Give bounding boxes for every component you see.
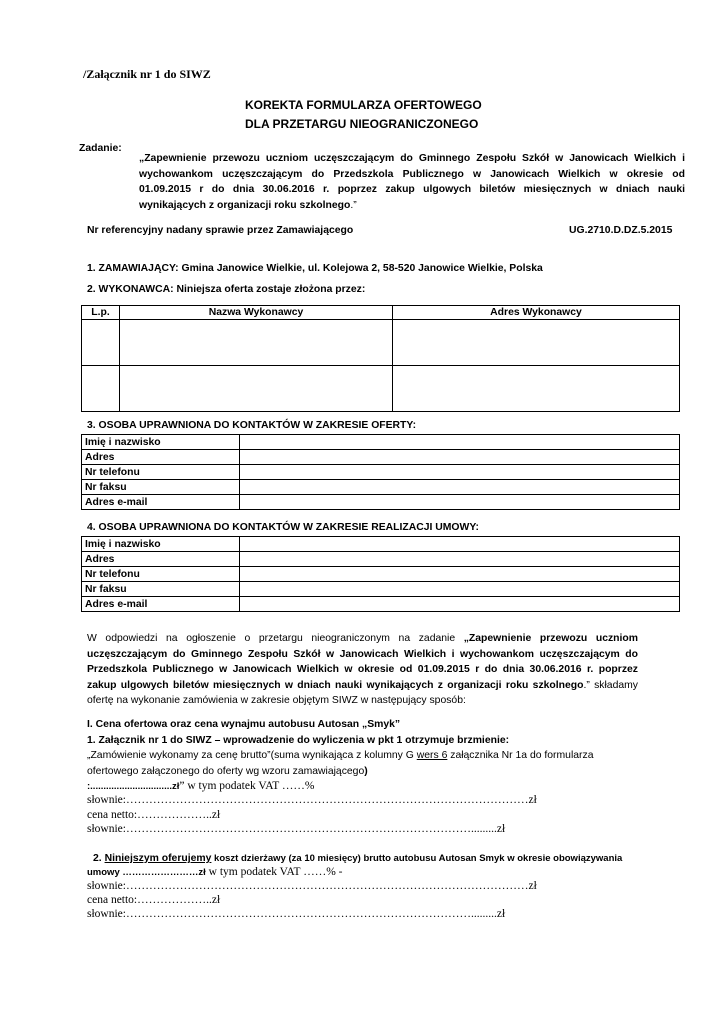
rental-underlined: Niniejszym oferujemy xyxy=(104,853,212,864)
task-line-4-tail: .” xyxy=(350,199,357,211)
table-row xyxy=(82,450,680,465)
rental-net[interactable]: cena netto:………………..zł xyxy=(87,894,221,906)
price-heading: I. Cena ofertowa oraz cena wynajmu autobusu Autosan „Smyk” xyxy=(87,719,401,730)
contract-contact-phone-field[interactable] xyxy=(240,567,680,582)
response-line-1 xyxy=(87,631,638,647)
contract-contact-address-label: Adres xyxy=(82,552,240,567)
offer-contact-email-label: Adres e-mail xyxy=(82,495,240,510)
contract-contact-phone-label: Nr telefonu xyxy=(82,567,240,582)
rental-words-2[interactable]: słownie:……………………………………………………………………………….........zł xyxy=(87,908,506,920)
offer-contact-fax-field[interactable] xyxy=(240,480,680,495)
offer-contact-address-field[interactable] xyxy=(240,450,680,465)
section2-value: Niniejsza oferta zostaje złożona przez: xyxy=(173,284,366,295)
task-line-4-bold: wynikających z organizacji roku szkolnego xyxy=(139,199,351,211)
offer-contact-name-field[interactable] xyxy=(240,435,680,450)
row1-address-cell[interactable] xyxy=(393,320,680,366)
table-row xyxy=(82,567,680,582)
page-title-line2: DLA PRZETARGU NIEOGRANICZONEGO xyxy=(245,117,479,131)
table-row xyxy=(82,537,680,552)
section1-label: 1. ZAMAWIAJĄCY: xyxy=(87,263,179,274)
section2-label: 2. WYKONAWCA: xyxy=(87,284,174,295)
contractor-table xyxy=(81,305,680,412)
contract-contact-fax-field[interactable] xyxy=(240,582,680,597)
task-text xyxy=(139,151,685,213)
rental-text: koszt dzierżawy (za 10 miesięcy) brutto autobusu Autosan Smyk w okresie obowiązywania xyxy=(211,853,623,864)
response-line-2: uczęszczającym do Gminnego Zespołu Szkół w Janowicach Wielkich i wychowankom uczęszczającym do xyxy=(87,648,638,660)
offer-contact-phone-label: Nr telefonu xyxy=(82,465,240,480)
row2-name-cell[interactable] xyxy=(120,366,393,412)
header-contractor-address: Adres Wykonawcy xyxy=(393,306,680,320)
header-lp: L.p. xyxy=(82,306,120,320)
contract-contact-email-label: Adres e-mail xyxy=(82,597,240,612)
table-row xyxy=(82,435,680,450)
section1-value: Gmina Janowice Wielkie, ul. Kolejowa 2, 58-520 Janowice Wielkie, Polska xyxy=(178,263,543,274)
table-row xyxy=(82,582,680,597)
task-line-3: 01.09.2015 r do dnia 30.06.2016 r. poprzez zakup ulgowych biletów miesięcznych w dniach nauki xyxy=(139,184,685,196)
response-line-5: ofertę na wykonanie zamówienia w zakresie objętym SIWZ w następujący sposób: xyxy=(87,695,466,707)
contractor-table-header-row xyxy=(82,306,680,320)
contract-contact-table xyxy=(81,536,680,612)
price-amount-line xyxy=(87,780,315,792)
price-subheading: 1. Załącznik nr 1 do SIWZ – wprowadzenie do wyliczenia w pkt 1 otrzymuje brzmienie: xyxy=(87,735,510,746)
task-line-1: „Zapewnienie przewozu uczniom uczęszczającym do Gminnego Zespołu Szkół w Janowicach Wielkich i xyxy=(139,153,685,164)
offer-contact-name-label: Imię i nazwisko xyxy=(82,435,240,450)
price-amount-field[interactable]: :...............................zł xyxy=(87,781,180,792)
reference-label: Nr referencyjny nadany sprawie przez Zamawiającego xyxy=(87,225,354,236)
contract-contact-email-field[interactable] xyxy=(240,597,680,612)
rental-line-1 xyxy=(93,853,622,864)
response-paragraph xyxy=(87,631,638,709)
rental-line-2 xyxy=(87,866,343,878)
price-amount-vat: ” w tym podatek VAT ……% xyxy=(179,780,315,792)
contract-contact-fax-label: Nr faksu xyxy=(82,582,240,597)
section1-contracting-party xyxy=(87,263,543,274)
table-row xyxy=(82,495,680,510)
offer-contact-fax-label: Nr faksu xyxy=(82,480,240,495)
task-line-2: wychowankom uczęszczającym do Przedszkola Publicznego w Janowicach Wielkich w okresie od xyxy=(139,168,685,180)
response-line-1-text: W odpowiedzi na ogłoszenie o przetargu nieograniczonym na zadanie xyxy=(87,633,464,644)
contract-contact-name-label: Imię i nazwisko xyxy=(82,537,240,552)
task-label: Zadanie: xyxy=(79,143,122,154)
table-row xyxy=(82,552,680,567)
row2-lp-cell[interactable] xyxy=(82,366,120,412)
price-quote-line-1 xyxy=(87,750,593,761)
response-line-4-bold: zakup ulgowych biletów miesięcznych w dniach nauki wynikających z organizacji roku szkolnego xyxy=(87,679,584,691)
offer-contact-email-field[interactable] xyxy=(240,495,680,510)
offer-contact-address-label: Adres xyxy=(82,450,240,465)
page-title-line1: KOREKTA FORMULARZA OFERTOWEGO xyxy=(245,98,482,112)
price-net[interactable]: cena netto:………………..zł xyxy=(87,809,221,821)
price-quote-line2-bold: ) xyxy=(364,766,368,777)
price-words-1[interactable]: słownie:……………………………………………………………………………………………zł xyxy=(87,794,537,806)
rental-number: 2. xyxy=(93,853,105,864)
price-quote-line2-text: ofertowego załączonego do oferty wg wzoru zamawiającego xyxy=(87,766,365,777)
contract-contact-address-field[interactable] xyxy=(240,552,680,567)
table-row xyxy=(82,366,680,412)
table-row xyxy=(82,320,680,366)
price-quote-part1: „Zamówienie wykonamy za cenę brutto”(suma wynikająca z kolumny G xyxy=(87,750,417,761)
header-contractor-name: Nazwa Wykonawcy xyxy=(120,306,393,320)
table-row xyxy=(82,465,680,480)
response-line-3: Przedszkola Publicznego w Janowicach Wielkich w okresie od 01.09.2015 r do dnia 30.06.2016 r. poprzez xyxy=(87,664,638,676)
contract-contact-name-field[interactable] xyxy=(240,537,680,552)
table-row xyxy=(82,597,680,612)
response-line-4 xyxy=(87,678,638,694)
attachment-title: /Załącznik nr 1 do SIWZ xyxy=(83,67,211,81)
section2-contractor xyxy=(87,284,365,295)
task-line-4 xyxy=(139,198,685,214)
section4-title: 4. OSOBA UPRAWNIONA DO KONTAKTÓW W ZAKRESIE REALIZACJI UMOWY: xyxy=(87,522,479,533)
response-line-1-bold: „Zapewnienie przewozu uczniom xyxy=(463,633,638,644)
section3-title: 3. OSOBA UPRAWNIONA DO KONTAKTÓW W ZAKRESIE OFERTY: xyxy=(87,420,417,431)
rental-amount-field[interactable]: umowy ……………………zł xyxy=(87,867,206,878)
response-line-4-text: .” składamy xyxy=(583,679,638,691)
rental-words-1[interactable]: słownie:……………………………………………………………………………………………zł xyxy=(87,880,537,892)
offer-contact-phone-field[interactable] xyxy=(240,465,680,480)
rental-vat: w tym podatek VAT ……% - xyxy=(205,866,343,878)
row1-name-cell[interactable] xyxy=(120,320,393,366)
price-quote-underlined: wers 6 xyxy=(416,750,448,761)
row1-lp-cell[interactable] xyxy=(82,320,120,366)
price-words-2[interactable]: słownie:……………………………………………………………………………….........zł xyxy=(87,823,506,835)
row2-address-cell[interactable] xyxy=(393,366,680,412)
reference-value: UG.2710.D.DZ.5.2015 xyxy=(569,225,673,236)
price-quote-part2: załącznika Nr 1a do formularza xyxy=(447,750,594,761)
price-quote-line-2 xyxy=(87,766,368,777)
table-row xyxy=(82,480,680,495)
offer-contact-table xyxy=(81,434,680,510)
